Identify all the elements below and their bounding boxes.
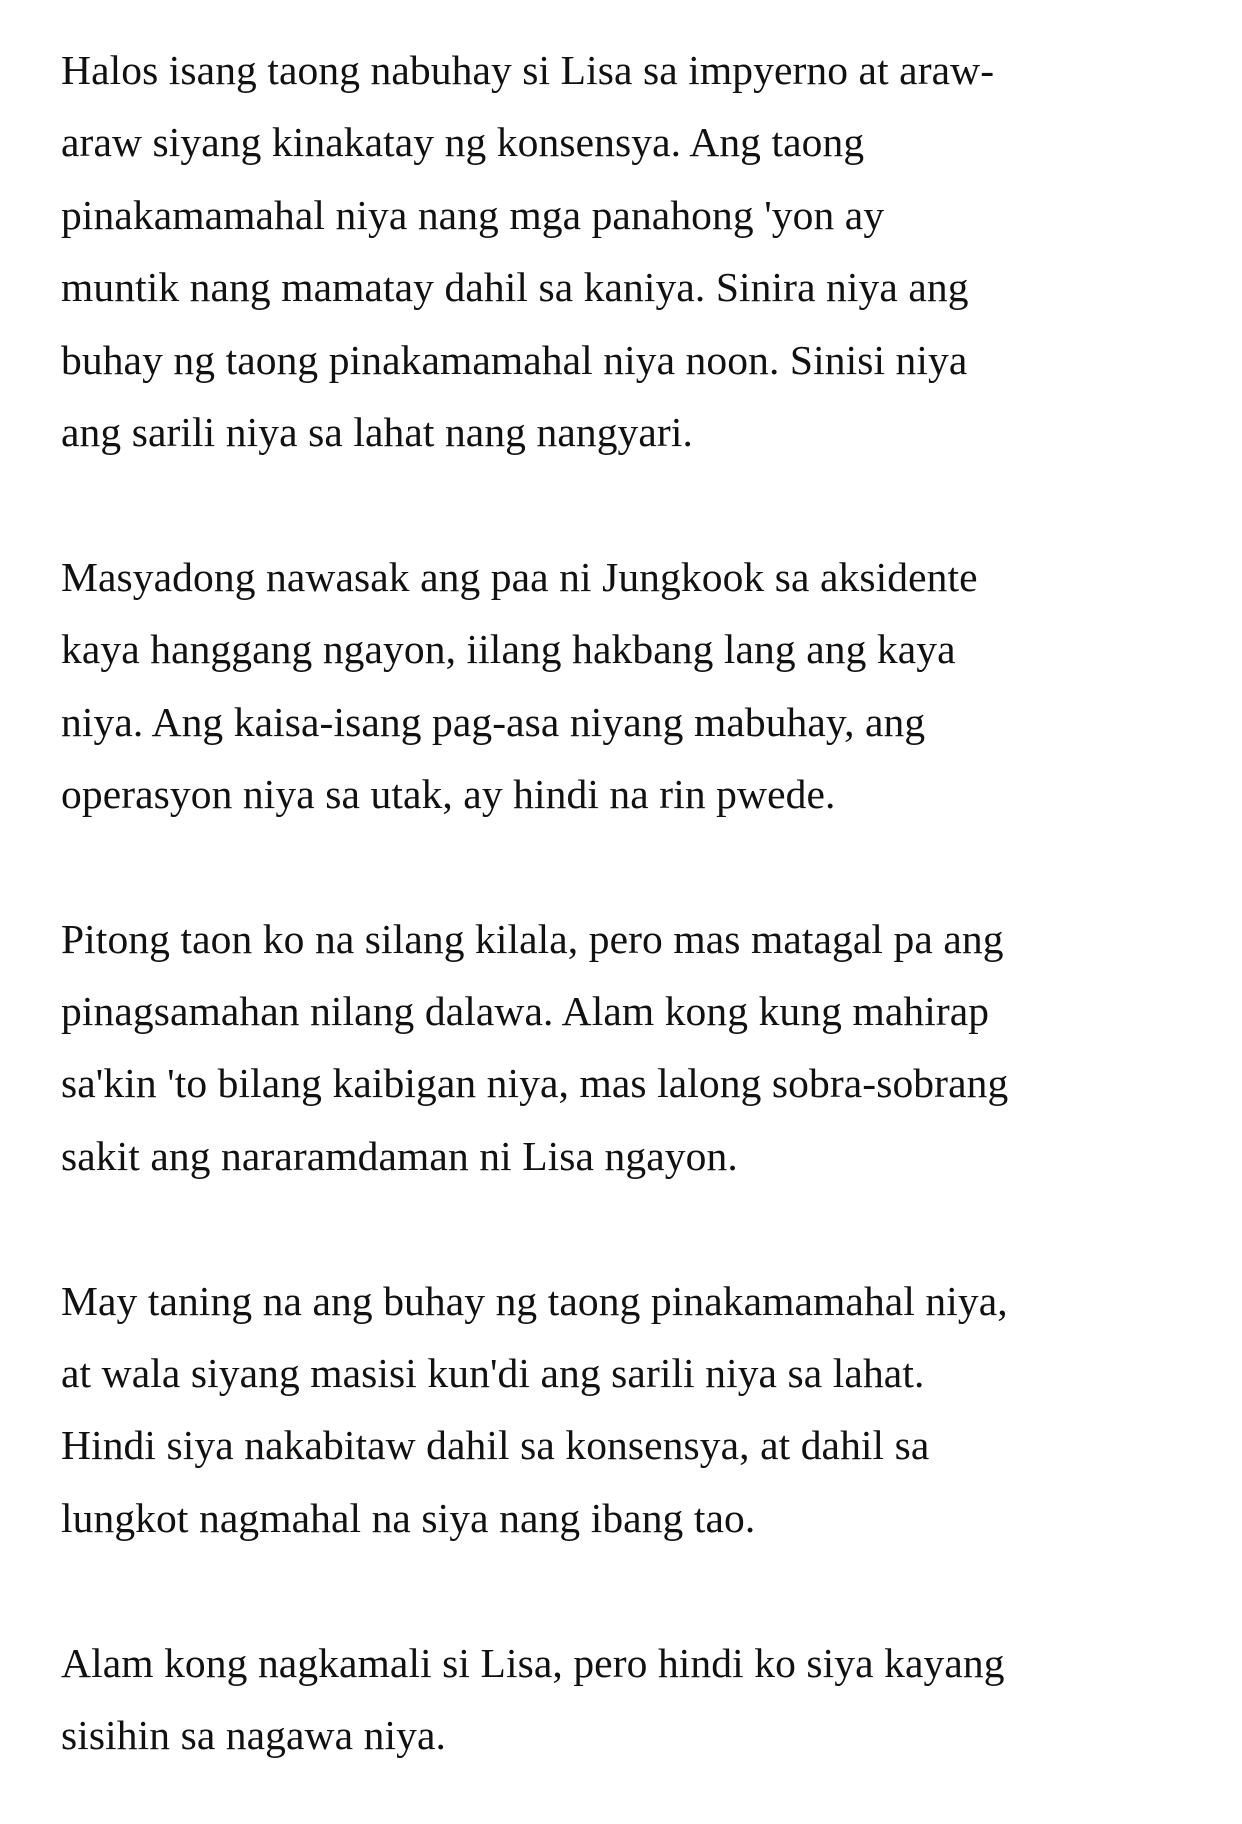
text-line: lungkot nagmahal na siya nang ibang tao.	[61, 1494, 756, 1541]
text-line: buhay ng taong pinakamamahal niya noon. Sinisi niya	[61, 336, 968, 383]
text-line: muntik nang mamatay dahil sa kaniya. Sinira niya ang	[61, 264, 969, 311]
text-line: niya. Ang kaisa-isang pag-asa niyang mabuhay, ang	[61, 698, 926, 745]
text-line: sa'kin 'to bilang kaibigan niya, mas lalong sobra-sobrang	[61, 1060, 1009, 1107]
paragraph-4	[61, 1265, 1171, 1555]
text-line: Hindi siya nakabitaw dahil sa konsensya, at dahil sa	[61, 1422, 930, 1469]
paragraph-spacer	[61, 1192, 1171, 1264]
text-line: kaya hanggang ngayon, iilang hakbang lang ang kaya	[61, 626, 956, 673]
text-line: May taning na ang buhay ng taong pinakamamahal niya,	[61, 1277, 1008, 1324]
paragraph-5	[61, 1627, 1171, 1772]
text-line: sisihin sa nagawa niya.	[61, 1711, 446, 1758]
paragraph-spacer	[61, 468, 1171, 540]
paragraph-spacer	[61, 830, 1171, 902]
story-text-body	[61, 34, 1171, 1771]
text-line: pinagsamahan nilang dalawa. Alam kong kung mahirap	[61, 988, 990, 1035]
paragraph-1	[61, 34, 1171, 468]
text-line: araw siyang kinakatay ng konsensya. Ang taong	[61, 119, 865, 166]
text-line: Halos isang taong nabuhay si Lisa sa impyerno at araw-	[61, 47, 995, 93]
text-line: sakit ang nararamdaman ni Lisa ngayon.	[61, 1132, 738, 1179]
text-line: Masyadong nawasak ang paa ni Jungkook sa aksidente	[61, 553, 978, 600]
text-line: at wala siyang masisi kun'di ang sarili niya sa lahat.	[61, 1350, 925, 1397]
paragraph-spacer	[61, 1554, 1171, 1626]
paragraph-3	[61, 903, 1171, 1193]
text-line: Pitong taon ko na silang kilala, pero mas matagal pa ang	[61, 915, 1004, 962]
text-line: pinakamamahal niya nang mga panahong 'yon ay	[61, 191, 885, 238]
paragraph-2	[61, 541, 1171, 831]
text-line: ang sarili niya sa lahat nang nangyari.	[61, 408, 693, 455]
text-line: operasyon niya sa utak, ay hindi na rin pwede.	[61, 770, 836, 817]
text-line: Alam kong nagkamali si Lisa, pero hindi ko siya kayang	[61, 1639, 1005, 1686]
